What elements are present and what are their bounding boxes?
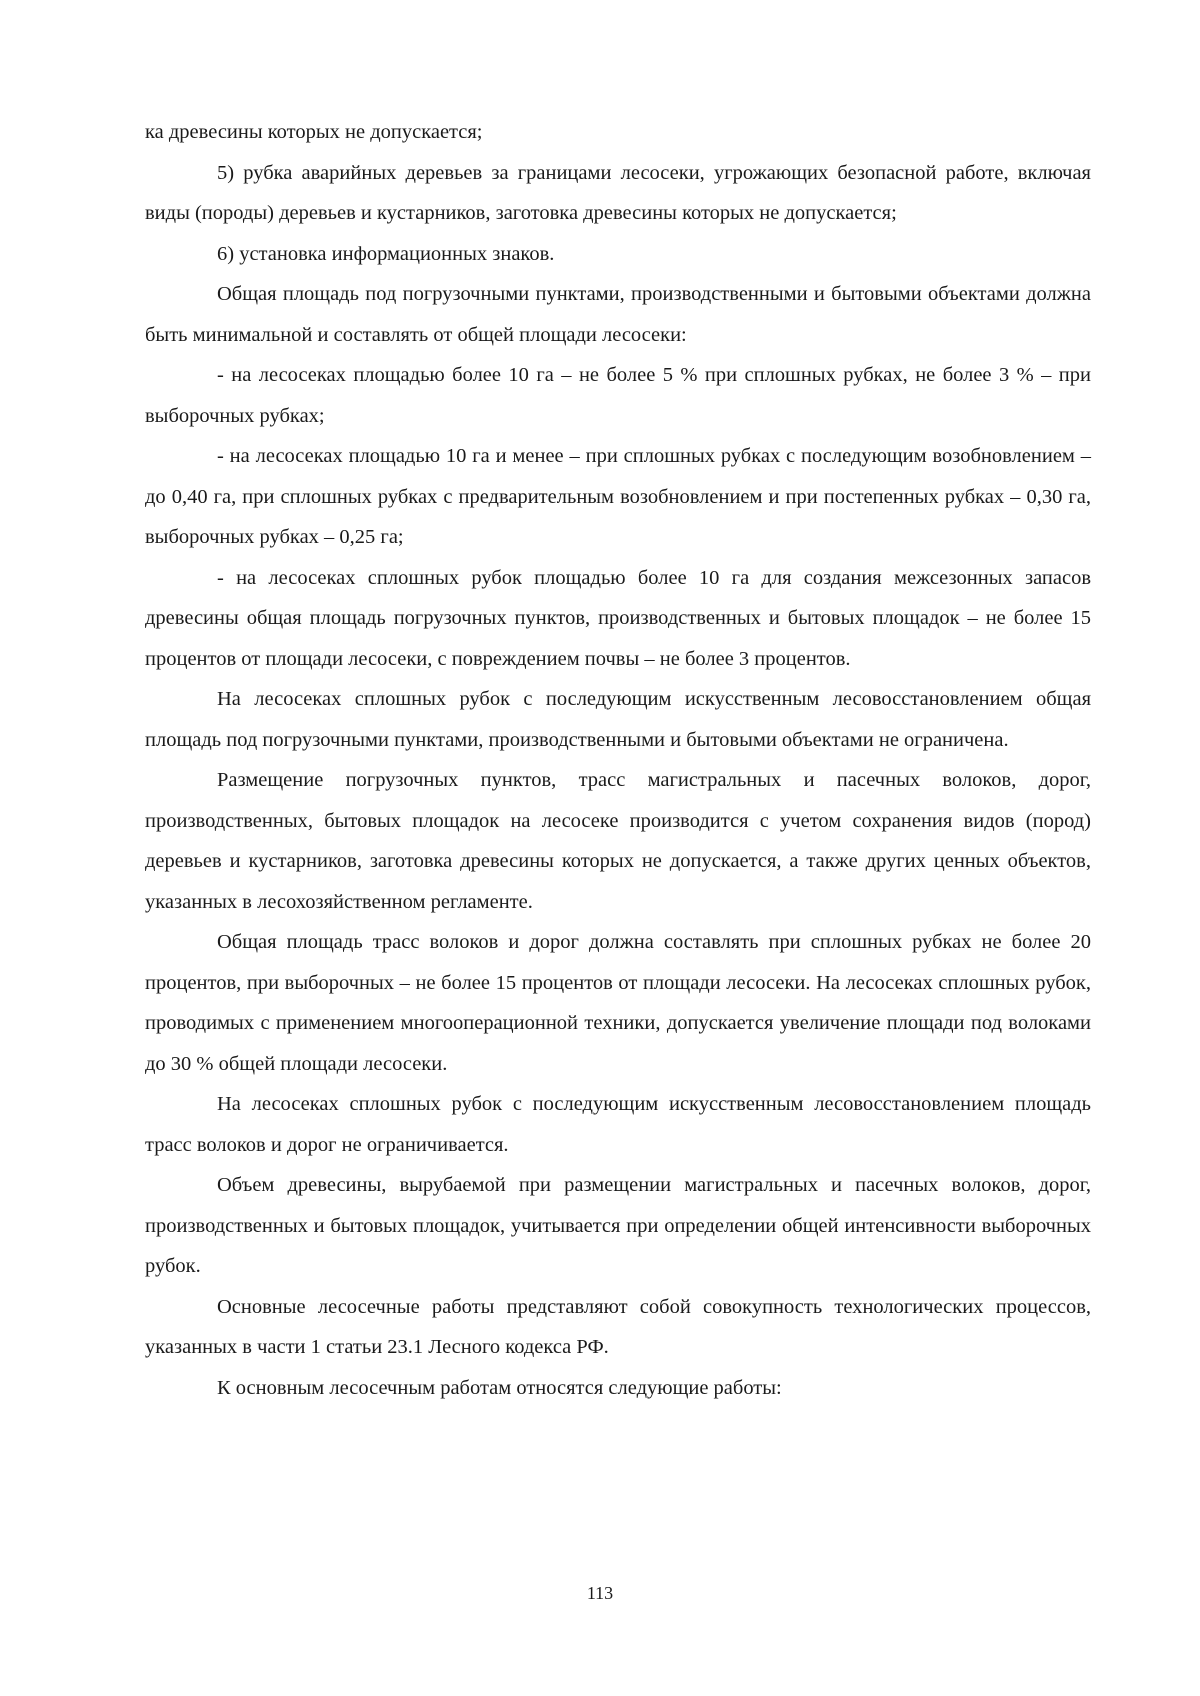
paragraph-total-area: Общая площадь под погрузочными пунктами, производственными и бытовыми объектами должна быть минимальной и составлять от общей площади лесосеки: bbox=[145, 283, 1091, 346]
page-number: 113 bbox=[586, 1583, 614, 1603]
paragraph-trails-not-limited: На лесосеках сплошных рубок с последующим искусственным лесовосстановлением площадь трасс волоков и дорог не ограничивается. bbox=[145, 1093, 1091, 1156]
paragraph-continuation: ка древесины которых не допускается; bbox=[145, 121, 483, 143]
paragraph-main-works-list-intro: К основным лесосечным работам относятся следующие работы: bbox=[217, 1376, 782, 1399]
paragraph-bullet-over-10ha: - на лесосеках площадью более 10 га – не более 5 % при сплошных рубках, не более 3 % – при выборочных рубках; bbox=[145, 364, 1091, 427]
paragraph-skid-trails-area: Общая площадь трасс волоков и дорог должна составлять при сплошных рубках не более 20 процентов, при выборочных – не более 15 процентов от площади лесосеки. На лесосеках сплошных рубок, проводимых с применением многооперационной техники, допускается увеличение площади под волоками до 30 % общей площади лесосеки. bbox=[145, 931, 1091, 1075]
paragraph-item-6: 6) установка информационных знаков. bbox=[217, 242, 555, 265]
paragraph-bullet-seasonal-stock: - на лесосеках сплошных рубок площадью более 10 га для создания межсезонных запасов древесины общая площадь погрузочных пунктов, производственных и бытовых площадок – не более 15 процентов от площади лесосеки, с повреждением почвы – не более 3 процентов. bbox=[145, 566, 1091, 670]
paragraph-timber-volume: Объем древесины, вырубаемой при размещении магистральных и пасечных волоков, дорог, производственных и бытовых площадок, учитывается при определении общей интенсивности выборочных рубок. bbox=[145, 1174, 1091, 1277]
paragraph-artificial-reforestation: На лесосеках сплошных рубок с последующим искусственным лесовосстановлением общая площадь под погрузочными пунктами, производственными и бытовыми объектами не ограничена. bbox=[145, 688, 1091, 751]
paragraph-main-works-definition: Основные лесосечные работы представляют собой совокупность технологических процессов, указанных в части 1 статьи 23.1 Лесного кодекса РФ. bbox=[145, 1295, 1091, 1358]
paragraph-bullet-10ha-or-less: - на лесосеках площадью 10 га и менее – при сплошных рубках с последующим возобновлением – до 0,40 га, при сплошных рубках с предварительным возобновлением и при постепенных рубках – 0,30 га, выборочных рубках – 0,25 га; bbox=[145, 445, 1091, 548]
paragraph-placement: Размещение погрузочных пунктов, трасс магистральных и пасечных волоков, дорог, производственных, бытовых площадок на лесосеке производится с учетом сохранения видов (пород) деревьев и кустарников, заготовка древесины которых не допускается, а также других ценных объектов, указанных в лесохозяйственном регламенте. bbox=[145, 769, 1091, 913]
document-body bbox=[145, 112, 1091, 1408]
paragraph-item-5: 5) рубка аварийных деревьев за границами лесосеки, угрожающих безопасной работе, включая виды (породы) деревьев и кустарников, заготовка древесины которых не допускается; bbox=[145, 161, 1091, 224]
